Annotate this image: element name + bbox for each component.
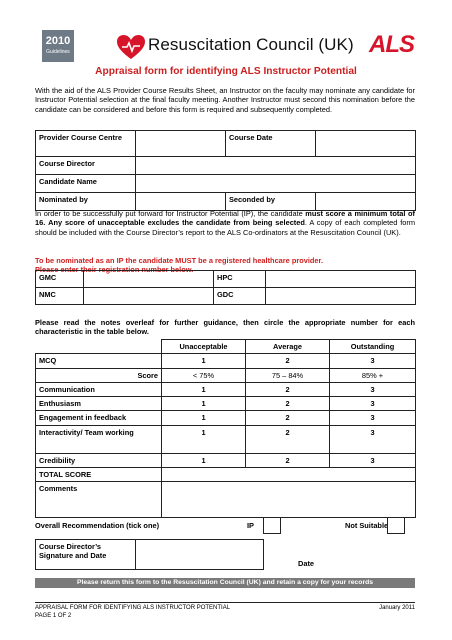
criteria-text-1: In order to be successfully put forward for Instructor Potential (IP), the candidate	[35, 209, 306, 218]
comments-field[interactable]	[162, 482, 416, 518]
score-option[interactable]: 2	[246, 397, 330, 411]
score-range-mid: 75 – 84%	[246, 368, 330, 382]
healthcare-line-1: To be nominated as an IP the candidate MUST be a registered healthcare provider.	[35, 256, 324, 265]
not-suitable-checkbox[interactable]	[387, 517, 405, 534]
header-blank	[36, 340, 162, 354]
table-row	[36, 382, 416, 396]
score-header-row	[36, 340, 416, 354]
hpc-label: HPC	[214, 271, 266, 288]
nmc-label: NMC	[36, 288, 84, 305]
seconded-by-label: Seconded by	[226, 193, 316, 211]
score-table	[35, 339, 416, 518]
footer-date: January 2011	[379, 605, 415, 611]
score-label: Score	[36, 368, 162, 382]
course-date-field[interactable]	[316, 131, 416, 157]
course-date-label: Course Date	[226, 131, 316, 157]
page-header	[42, 30, 414, 62]
ip-label: IP	[247, 521, 254, 530]
nominated-by-field[interactable]	[136, 193, 226, 211]
course-director-label: Course Director	[36, 157, 136, 175]
course-director-field[interactable]	[136, 157, 416, 175]
gdc-field[interactable]	[266, 288, 416, 305]
registration-table	[35, 270, 416, 305]
score-option[interactable]: 2	[246, 382, 330, 396]
table-row	[36, 425, 416, 453]
row-label: Engagement in feedback	[36, 411, 162, 425]
score-option[interactable]: 3	[330, 397, 416, 411]
header-unacceptable: Unacceptable	[162, 340, 246, 354]
score-range-high: 85% +	[330, 368, 416, 382]
score-option[interactable]: 1	[162, 397, 246, 411]
nmc-field[interactable]	[84, 288, 214, 305]
comments-label: Comments	[36, 482, 162, 518]
score-option[interactable]: 3	[330, 354, 416, 368]
score-option[interactable]: 3	[330, 425, 416, 453]
mcq-score-row	[36, 368, 416, 382]
signature-table	[35, 539, 264, 570]
score-option[interactable]: 2	[246, 453, 330, 467]
score-option[interactable]: 3	[330, 382, 416, 396]
table-row	[36, 354, 416, 368]
return-note: Please return this form to the Resuscitation Council (UK) and retain a copy for your records	[35, 578, 415, 588]
als-logo: ALS	[369, 31, 414, 58]
seconded-by-field[interactable]	[316, 193, 416, 211]
comments-row	[36, 482, 416, 518]
criteria-text-5: . A copy of each completed form should be included with the Course Director’s report to the ALS Co-ordinators at the Resuscitation Council (UK).	[35, 218, 415, 237]
score-option[interactable]: 3	[330, 411, 416, 425]
provider-course-centre-label: Provider Course Centre	[36, 131, 136, 157]
gmc-label: GMC	[36, 271, 84, 288]
footer-doc-name: APPRAISAL FORM FOR IDENTIFYING ALS INSTRUCTOR POTENTIAL	[35, 605, 231, 611]
table-row	[36, 453, 416, 467]
score-option[interactable]: 1	[162, 425, 246, 453]
notes-instruction: Please read the notes overleaf for further guidance, then circle the appropriate number for each characteristic in the table below.	[35, 318, 415, 337]
date-label: Date	[298, 559, 315, 568]
row-label: Interactivity/ Team working	[36, 425, 162, 453]
score-option[interactable]: 1	[162, 411, 246, 425]
ip-checkbox[interactable]	[263, 517, 281, 534]
healthcare-line-2: Please enter their registration number below.	[35, 265, 194, 275]
provider-course-centre-field[interactable]	[136, 131, 226, 157]
form-title: Appraisal form for identifying ALS Instructor Potential	[95, 66, 357, 77]
row-label: MCQ	[36, 354, 162, 368]
criteria-paragraph	[35, 209, 415, 237]
recommendation-label: Overall Recommendation (tick one)	[35, 521, 160, 530]
header-average: Average	[246, 340, 330, 354]
org-title: Resuscitation Council (UK)	[148, 35, 354, 54]
badge-year: 2010	[45, 35, 71, 47]
footer-page: PAGE 1 OF 2	[35, 612, 72, 619]
score-option[interactable]: 3	[330, 453, 416, 467]
row-label: Enthusiasm	[36, 397, 162, 411]
score-option[interactable]: 2	[246, 425, 330, 453]
table-row	[36, 397, 416, 411]
table-row	[36, 411, 416, 425]
overall-recommendation	[35, 517, 415, 533]
heart-icon	[116, 34, 146, 60]
intro-paragraph: With the aid of the ALS Provider Course Results Sheet, an Instructor on the faculty may nominate any candidate for Instructor Potential selection at the final faculty meeting. Another Instructor must second this nomination before the candidate can be considered and before this form is required and subsequently completed.	[35, 86, 415, 114]
footer-left	[35, 605, 230, 621]
score-option[interactable]: 1	[162, 354, 246, 368]
total-score-label: TOTAL SCORE	[36, 467, 162, 481]
total-score-row	[36, 467, 416, 481]
details-table	[35, 130, 416, 211]
criteria-exclusion: Any score of unacceptable excludes the candidate from being selected	[48, 218, 305, 228]
score-option[interactable]: 1	[162, 453, 246, 467]
score-option[interactable]: 2	[246, 354, 330, 368]
candidate-name-field[interactable]	[136, 175, 416, 193]
not-suitable-label: Not Suitable	[345, 521, 389, 530]
badge-text: Guidelines	[46, 49, 70, 55]
total-score-field[interactable]	[162, 467, 416, 481]
signature-label: Course Director’s Signature and Date	[36, 540, 136, 570]
signature-field[interactable]	[136, 540, 264, 570]
candidate-name-label: Candidate Name	[36, 175, 136, 193]
gdc-label: GDC	[214, 288, 266, 305]
score-option[interactable]: 1	[162, 382, 246, 396]
header-outstanding: Outstanding	[330, 340, 416, 354]
nominated-by-label: Nominated by	[36, 193, 136, 211]
gmc-field[interactable]	[84, 271, 214, 288]
hpc-field[interactable]	[266, 271, 416, 288]
score-option[interactable]: 2	[246, 411, 330, 425]
footer-divider	[35, 602, 415, 603]
criteria-min-score: must score a minimum total of 16.	[35, 209, 416, 228]
score-range-low: < 75%	[162, 368, 246, 382]
guidelines-badge	[42, 30, 74, 62]
row-label: Credibility	[36, 453, 162, 467]
row-label: Communication	[36, 382, 162, 396]
